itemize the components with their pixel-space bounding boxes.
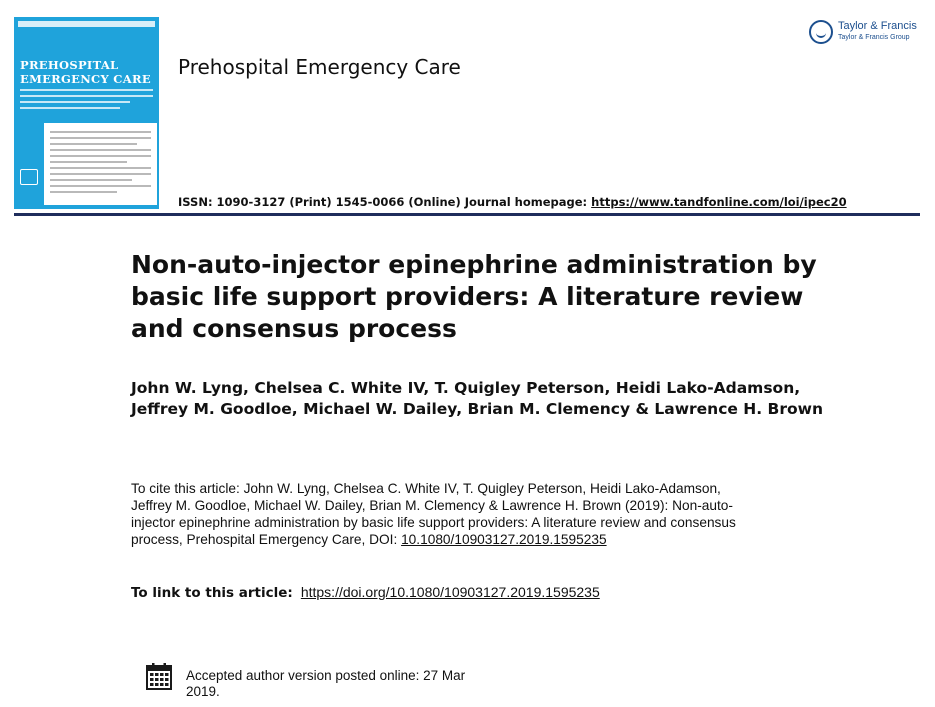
taylor-francis-icon [809, 20, 833, 44]
article-authors: John W. Lyng, Chelsea C. White IV, T. Quigley Peterson, Heidi Lako-Adamson, Jeffrey M. Goodloe, Michael W. Dailey, Brian M. Clemency & Lawrence H. Brown [131, 379, 824, 418]
article-link-line [131, 584, 600, 601]
cover-contents-panel [44, 123, 157, 205]
cover-emblem-icon [20, 169, 38, 185]
calendar-icon [146, 662, 172, 690]
cover-stripe [20, 89, 153, 91]
link-label: To link to this article: [131, 585, 293, 601]
journal-cover-image [14, 17, 159, 209]
cover-stripe [20, 101, 130, 103]
publisher-group: Taylor & Francis Group [838, 34, 910, 41]
citation-text: John W. Lyng, Chelsea C. White IV, T. Quigley Peterson, Heidi Lako-Adamson, Jeffrey M. Goodloe, Michael W. Dailey, Brian M. Clemency & Lawrence H. Brown (2019): Non-auto-injector epinephrine administration by basic life support providers: A literature review and consensus process, Prehospital Emergency Care, DOI: [131, 481, 736, 547]
issn-line [178, 195, 847, 209]
article-doi-link[interactable]: https://doi.org/10.1080/10903127.2019.1595235 [300, 584, 600, 600]
cover-title-line2: EMERGENCY CARE [20, 72, 151, 86]
publisher-name: Taylor & Francis [838, 20, 917, 32]
cover-title-line1: PREHOSPITAL [20, 58, 119, 72]
accepted-date: Accepted author version posted online: 27 Mar 2019. [186, 668, 466, 699]
article-title: Non-auto-injector epinephrine administration by basic life support providers: A literature review and consensus process [131, 250, 817, 343]
cover-stripe [20, 95, 153, 97]
citation-label: To cite this article: [131, 481, 240, 496]
journal-homepage-link[interactable]: https://www.tandfonline.com/loi/ipec20 [591, 195, 847, 209]
citation-doi-link[interactable]: 10.1080/10903127.2019.1595235 [401, 532, 607, 547]
cover-header-strip [18, 21, 155, 27]
cover-stripe [20, 107, 120, 109]
issn-text: ISSN: 1090-3127 (Print) 1545-0066 (Online) Journal homepage: [178, 195, 592, 209]
header-divider [14, 213, 920, 216]
citation-block [131, 480, 751, 548]
journal-title: Prehospital Emergency Care [178, 55, 461, 79]
